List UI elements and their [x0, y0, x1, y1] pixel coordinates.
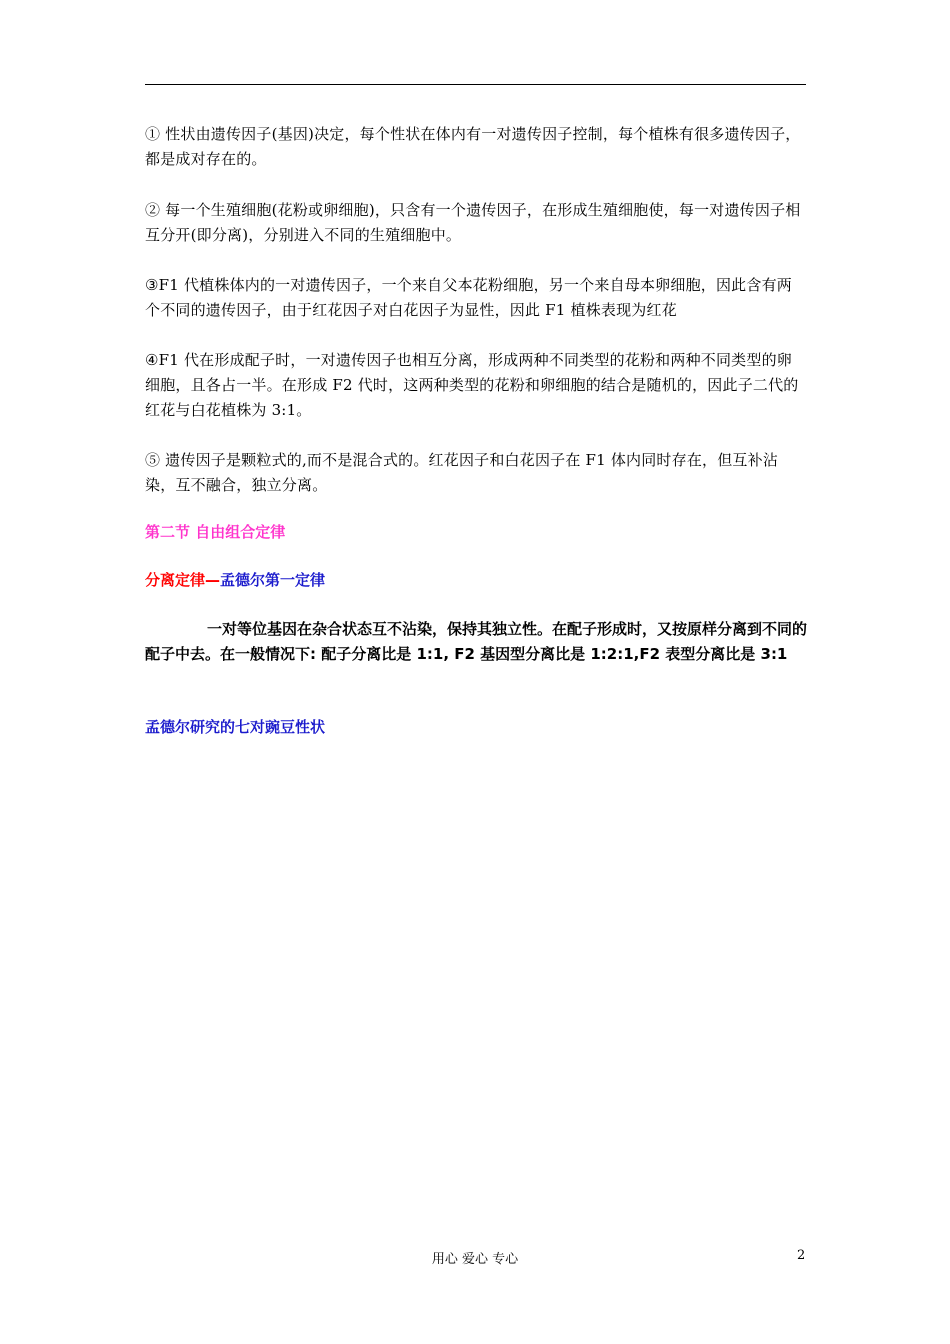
traits-heading: 孟德尔研究的七对豌豆性状: [145, 718, 326, 736]
law-heading-blue: 孟德尔第一定律: [220, 571, 326, 589]
paragraph-2: ② 每一个生殖细胞(花粉或卵细胞)，只含有一个遗传因子，在形成生殖细胞使，每一对遗传因子相互分开(即分离)，分别进入不同的生殖细胞中。: [145, 201, 801, 244]
law-heading: [145, 568, 807, 593]
footer-motto: 用心 爱心 专心: [431, 1252, 519, 1267]
header-rule: [145, 84, 806, 85]
paragraph-3: ③F1 代植株体内的一对遗传因子，一个来自父本花粉细胞，另一个来自母本卵细胞，因此含有两个不同的遗传因子，由于红花因子对白花因子为显性，因此 F1 植株表现为红花: [145, 276, 792, 319]
page-number: 2: [797, 1248, 806, 1263]
law-text: [145, 617, 807, 667]
law-text-body: 一对等位基因在杂合状态互不沾染，保持其独立性。在配子形成时，又按原样分离到不同的配子中去。在一般情况下: 配子分离比是 1:1, F2 基因型分离比是 1:2:1,F2 表型分离比是 3:1: [145, 620, 808, 663]
paragraph-1: ① 性状由遗传因子(基因)决定，每个性状在体内有一对遗传因子控制，每个植株有很多遗传因子，都是成对存在的。: [145, 125, 801, 168]
section-heading: 第二节 自由组合定律: [145, 523, 286, 541]
paragraph-4: ④F1 代在形成配子时，一对遗传因子也相互分离，形成两种不同类型的花粉和两种不同类型的卵细胞，且各占一半。在形成 F2 代时，这两种类型的花粉和卵细胞的结合是随机的，因此子二代的红花与白花植株为 3:1。: [145, 351, 799, 419]
law-heading-red: 分离定律—: [145, 571, 221, 589]
paragraph-5: ⑤ 遗传因子是颗粒式的,而不是混合式的。红花因子和白花因子在 F1 体内同时存在，但互补沾染，互不融合，独立分离。: [145, 451, 779, 494]
